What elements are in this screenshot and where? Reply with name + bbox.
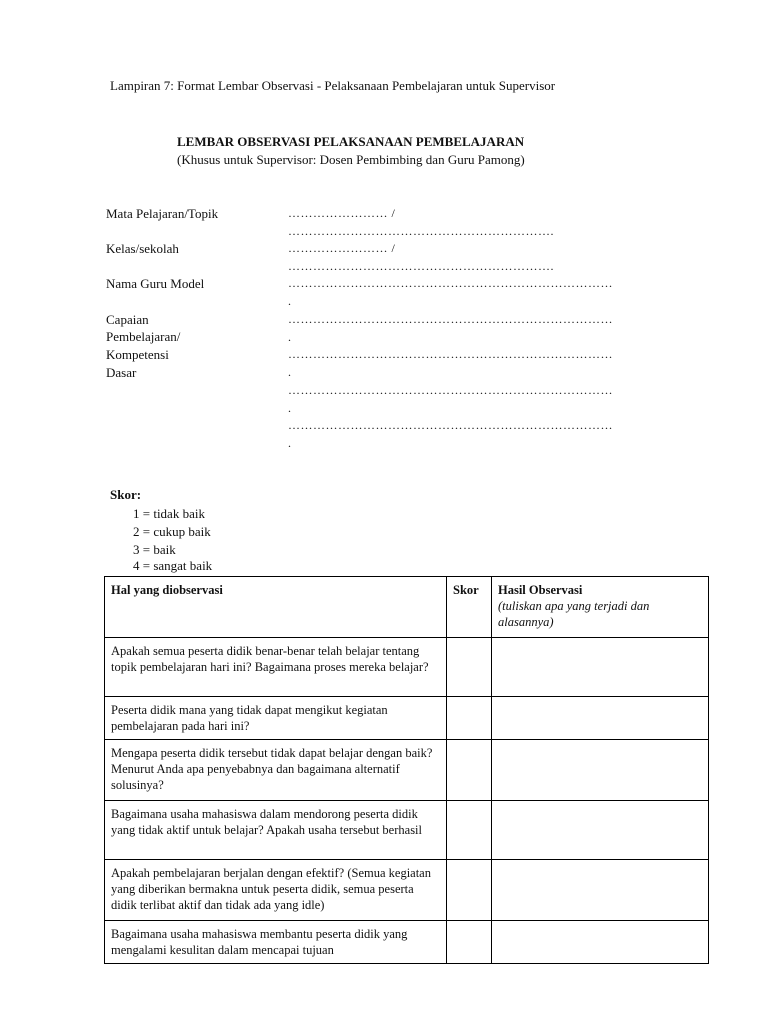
- field-label-capaian-4: Dasar: [106, 365, 137, 380]
- header-hal: Hal yang diobservasi: [105, 577, 447, 638]
- row-question: Apakah semua peserta didik benar-benar telah belajar tentang topik pembelajaran hari ini? Bagaimana proses mereka belajar?: [105, 638, 447, 697]
- row-skor-cell[interactable]: [447, 740, 492, 801]
- row-hasil-cell[interactable]: [492, 801, 709, 860]
- table-row: [105, 801, 709, 860]
- field-line-capaian-4: .: [288, 365, 291, 379]
- field-line-capaian-3[interactable]: ……………………………………………………………………: [288, 347, 613, 361]
- row-hasil-cell[interactable]: [492, 740, 709, 801]
- skor-title: Skor:: [110, 487, 142, 502]
- field-line-capaian-8: .: [288, 436, 291, 450]
- field-label-mapel: Mata Pelajaran/Topik: [106, 206, 219, 221]
- field-label-capaian-2: Pembelajaran/: [106, 329, 181, 344]
- field-line-capaian-1[interactable]: ……………………………………………………………………: [288, 312, 613, 326]
- skor-item: 2 = cukup baik: [133, 524, 211, 539]
- field-line-capaian-6: .: [288, 401, 291, 415]
- page-title: LEMBAR OBSERVASI PELAKSANAAN PEMBELAJARAN: [177, 134, 525, 149]
- row-question: Mengapa peserta didik tersebut tidak dapat belajar dengan baik? Menurut Anda apa penyebabnya dan bagaimana alternatif solusinya?: [105, 740, 447, 801]
- skor-item: 1 = tidak baik: [133, 506, 205, 521]
- skor-item: 4 = sangat baik: [133, 558, 213, 573]
- row-question: Apakah pembelajaran berjalan dengan efektif? (Semua kegiatan yang diberikan bermakna untuk peserta didik, semua peserta didik terlibat aktif dan tidak ada yang idle): [105, 860, 447, 921]
- field-line-capaian-7[interactable]: ……………………………………………………………………: [288, 418, 613, 432]
- field-line-mapel-2[interactable]: ……………………………………………………….: [288, 224, 554, 238]
- row-skor-cell[interactable]: [447, 860, 492, 921]
- field-label-kelas: Kelas/sekolah: [106, 241, 179, 256]
- field-line-kelas-2[interactable]: ……………………………………………………….: [288, 259, 554, 273]
- field-line-kelas-1[interactable]: …………………… /: [288, 241, 396, 255]
- field-line-mapel-1[interactable]: …………………… /: [288, 206, 396, 220]
- page-subtitle: (Khusus untuk Supervisor: Dosen Pembimbing dan Guru Pamong): [177, 152, 525, 167]
- field-label-guru: Nama Guru Model: [106, 276, 205, 291]
- header-hasil: [492, 577, 709, 638]
- row-hasil-cell[interactable]: [492, 860, 709, 921]
- row-skor-cell[interactable]: [447, 921, 492, 964]
- field-label-capaian-3: Kompetensi: [106, 347, 169, 362]
- row-question: Bagaimana usaha mahasiswa dalam mendorong peserta didik yang tidak aktif untuk belajar? Apakah usaha tersebut berhasil: [105, 801, 447, 860]
- table-row: [105, 921, 709, 964]
- header-hasil-note: (tuliskan apa yang terjadi dan alasannya): [498, 599, 650, 629]
- field-line-guru-2: .: [288, 294, 291, 308]
- table-row: [105, 860, 709, 921]
- field-line-capaian-2: .: [288, 330, 291, 344]
- table-row: [105, 740, 709, 801]
- row-skor-cell[interactable]: [447, 697, 492, 740]
- field-line-capaian-5[interactable]: ……………………………………………………………………: [288, 383, 613, 397]
- observation-table: [104, 576, 709, 964]
- row-question: Bagaimana usaha mahasiswa membantu peserta didik yang mengalami kesulitan dalam mencapai tujuan: [105, 921, 447, 964]
- field-line-guru-1[interactable]: ……………………………………………………………………: [288, 276, 613, 290]
- row-hasil-cell[interactable]: [492, 638, 709, 697]
- table-header-row: [105, 577, 709, 638]
- header-skor: Skor: [447, 577, 492, 638]
- row-hasil-cell[interactable]: [492, 921, 709, 964]
- table-row: [105, 638, 709, 697]
- table-row: [105, 697, 709, 740]
- skor-item: 3 = baik: [133, 542, 176, 557]
- row-hasil-cell[interactable]: [492, 697, 709, 740]
- header-line: Lampiran 7: Format Lembar Observasi - Pelaksanaan Pembelajaran untuk Supervisor: [110, 78, 556, 93]
- row-skor-cell[interactable]: [447, 638, 492, 697]
- header-hasil-label: Hasil Observasi: [498, 583, 583, 597]
- row-skor-cell[interactable]: [447, 801, 492, 860]
- row-question: Peserta didik mana yang tidak dapat mengikut kegiatan pembelajaran pada hari ini?: [105, 697, 447, 740]
- field-label-capaian-1: Capaian: [106, 312, 149, 327]
